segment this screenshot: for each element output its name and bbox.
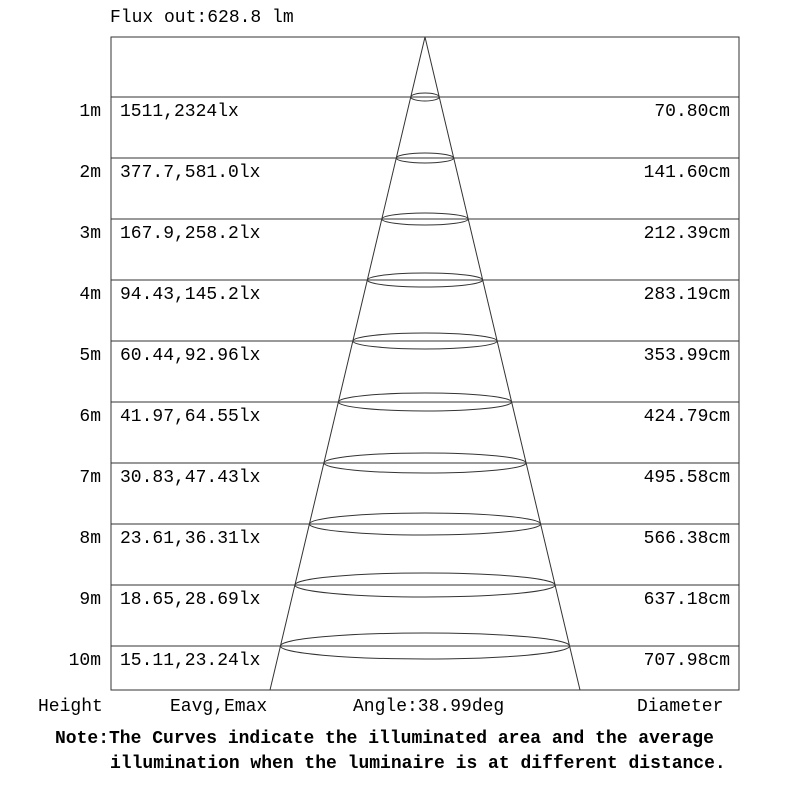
lux-value-9m: 18.65,28.69lx bbox=[120, 590, 261, 610]
lux-value-1m: 1511,2324lx bbox=[120, 102, 239, 122]
height-label-7m: 7m bbox=[79, 468, 101, 488]
height-label-3m: 3m bbox=[79, 224, 101, 244]
beam-cone-right-edge bbox=[425, 37, 580, 690]
height-label-4m: 4m bbox=[79, 285, 101, 305]
diameter-value-4m: 283.19cm bbox=[643, 285, 730, 305]
note-line-2: illumination when the luminaire is at different distance. bbox=[110, 754, 726, 774]
diameter-value-3m: 212.39cm bbox=[643, 224, 730, 244]
diameter-value-1m: 70.80cm bbox=[654, 102, 730, 122]
height-label-8m: 8m bbox=[79, 529, 101, 549]
diameter-value-2m: 141.60cm bbox=[643, 163, 730, 183]
lux-value-4m: 94.43,145.2lx bbox=[120, 285, 261, 305]
lux-value-10m: 15.11,23.24lx bbox=[120, 651, 261, 671]
height-label-10m: 10m bbox=[68, 651, 101, 671]
diameter-value-5m: 353.99cm bbox=[643, 346, 730, 366]
height-label-1m: 1m bbox=[79, 102, 101, 122]
note-line-1: Note:The Curves indicate the illuminated area and the average bbox=[55, 729, 714, 749]
height-label-2m: 2m bbox=[79, 163, 101, 183]
lux-value-2m: 377.7,581.0lx bbox=[120, 163, 261, 183]
height-label-5m: 5m bbox=[79, 346, 101, 366]
height-column-label: Height bbox=[38, 697, 103, 717]
height-label-9m: 9m bbox=[79, 590, 101, 610]
lux-value-6m: 41.97,64.55lx bbox=[120, 407, 261, 427]
diameter-value-8m: 566.38cm bbox=[643, 529, 730, 549]
diameter-value-9m: 637.18cm bbox=[643, 590, 730, 610]
flux-output-title: Flux out:628.8 lm bbox=[110, 8, 294, 28]
lux-value-7m: 30.83,47.43lx bbox=[120, 468, 261, 488]
lux-value-5m: 60.44,92.96lx bbox=[120, 346, 261, 366]
eavg-emax-column-label: Eavg,Emax bbox=[170, 697, 268, 717]
lux-value-8m: 23.61,36.31lx bbox=[120, 529, 261, 549]
beam-angle-label: Angle:38.99deg bbox=[353, 697, 505, 717]
diameter-value-7m: 495.58cm bbox=[643, 468, 730, 488]
diameter-column-label: Diameter bbox=[637, 697, 724, 717]
diameter-value-6m: 424.79cm bbox=[643, 407, 730, 427]
diameter-value-10m: 707.98cm bbox=[643, 651, 730, 671]
height-label-6m: 6m bbox=[79, 407, 101, 427]
lux-value-3m: 167.9,258.2lx bbox=[120, 224, 261, 244]
